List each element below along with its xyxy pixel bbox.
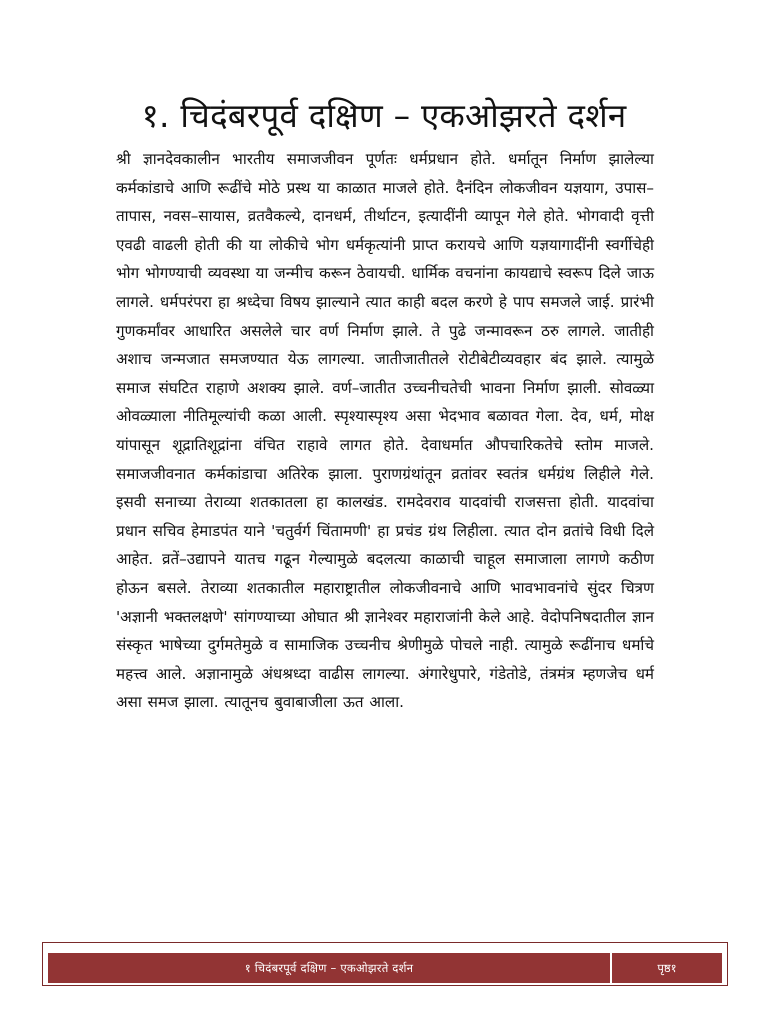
- footer-title: १ चिदंबरपूर्व दक्षिण – एकओझरते दर्शन: [244, 960, 414, 975]
- body-paragraph: श्री ज्ञानदेवकालीन भारतीय समाजजीवन पूर्णतः धर्मप्रधान होते. धर्मातून निर्माण झालेल्या कर्मकांडाचे आणि रूढींचे मोठे प्रस्थ या काळात माजले होते. दैनंदिन लोकजीवन यज्ञयाग, उपास–तापास, नवस–सायास, व्रतवैकल्ये, दानधर्म, तीर्थाटन, इत्यादींनी व्यापून गेले होते. भोगवादी वृत्ती एवढी वाढली होती की या लोकीचे भोग धर्मकृत्यांनी प्राप्त करायचे आणि यज्ञयागादींनी स्वर्गीचेही भोग भोगण्याची व्यवस्था या जन्मीच करून ठेवायची. धार्मिक वचनांना कायद्याचे स्वरूप दिले जाऊ लागले. धर्मपरंपरा हा श्रध्देचा विषय झाल्याने त्यात काही बदल करणे हे पाप समजले जाई. प्रारंभी गुणकर्मांवर आधारित असलेले चार वर्ण निर्माण झाले. ते पुढे जन्मावरून ठरु लागले. जातीही अशाच जन्मजात समजण्यात येऊ लागल्या. जातीजातीतले रोटीबेटीव्यवहार बंद झाले. त्यामुळे समाज संघटित राहाणे अशक्य झाले. वर्ण–जातीत उच्चनीचतेची भावना निर्माण झाली. सोवळ्या ओवळ्याला नीतिमूल्यांची कळा आली. स्पृश्यास्पृश्य असा भेदभाव बळावत गेला. देव, धर्म, मोक्ष यांपासून शूद्रातिशूद्रांना वंचित राहावे लागत होते. देवाधर्मात औपचारिकतेचे स्तोम माजले. समाजजीवनात कर्मकांडाचा अतिरेक झाला. पुराणग्रंथांतून व्रतांवर स्वतंत्र धर्मग्रंथ लिहीले गेले. इसवी सनाच्या तेराव्या शतकातला हा कालखंड. रामदेवराव यादवांची राजसत्ता होती. यादवांचा प्रधान सचिव हेमाडपंत याने 'चतुर्वर्ग चिंतामणी' हा प्रचंड ग्रंथ लिहीला. त्यात दोन व्रतांचे विधी दिले आहेत. व्रतें–उद्यापने यातच गढून गेल्यामुळे बदलत्या काळाची चाहूल समाजाला लागणे कठीण होऊन बसले. तेराव्या शतकातील महाराष्ट्रातील लोकजीवनाचे आणि भावभावनांचे सुंदर चित्रण 'अज्ञानी भक्तलक्षणे' सांगण्याच्या ओघात श्री ज्ञानेश्वर महाराजांनी केले आहे. वेदोपनिषदातील ज्ञान संस्कृत भाषेच्या दुर्गमतेमुळे व सामाजिक उच्चनीच श्रेणीमुळे पोचले नाही. त्यामुळे रूढींनाच धर्माचे महत्त्व आले. अज्ञानामुळे अंधश्रध्दा वाढीस लागल्या. अंगारेधुपारे, गंडेतोडे, तंत्रमंत्र म्हणजेच धर्म असा समज झाला. त्यातूनच बुवाबाजीला ऊत आला.: [116, 150, 654, 712]
- page-title: १. चिदंबरपूर्व दक्षिण – एकओझरते दर्शन: [141, 96, 627, 135]
- footer-page-number: पृष्ठ१: [657, 960, 677, 975]
- footer-bar: [48, 953, 722, 983]
